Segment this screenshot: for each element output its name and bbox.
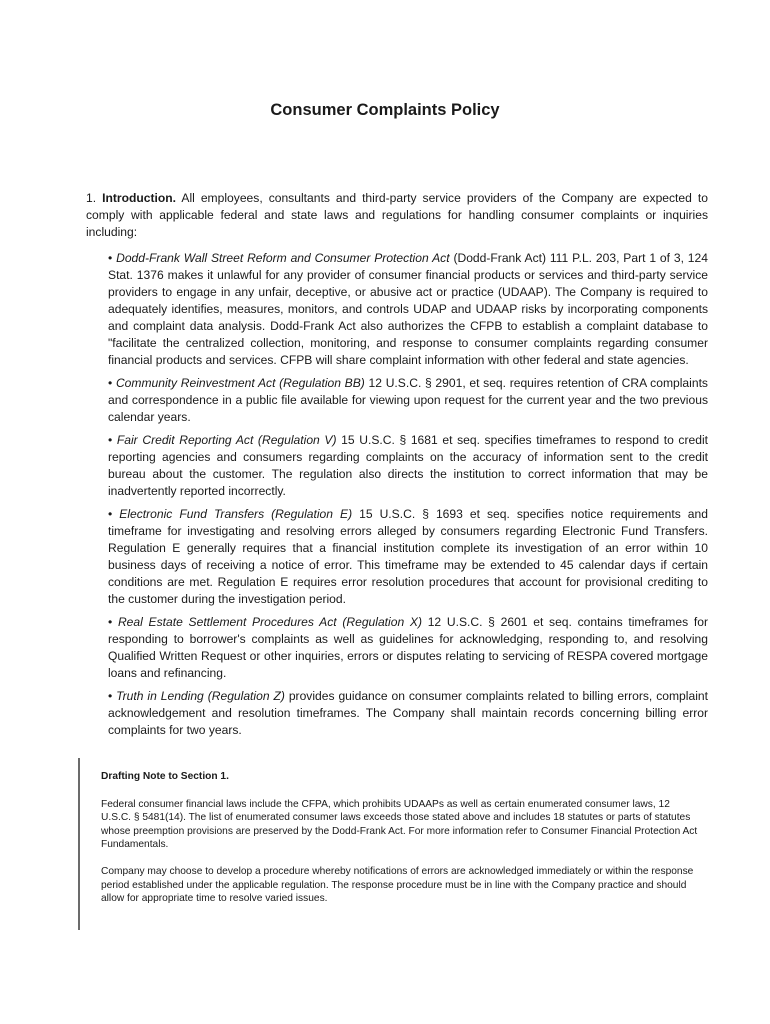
bullet-marker: • [108, 689, 113, 703]
introduction-paragraph [86, 190, 708, 241]
law-description: 12 U.S.C. § 2601 et seq. contains timeframes for responding to borrower's complaints as well as guidelines for acknowledging, responding to, and resolving Qualified Written Request or other inquiries, errors or disputes relating to servicing of RESPA covered mortgage loans and refinancing. [108, 615, 708, 680]
bullet-marker: • [108, 507, 113, 521]
regulation-list [108, 250, 708, 745]
regulation-item-dodd-frank [108, 250, 708, 369]
document-title: Consumer Complaints Policy [270, 101, 500, 119]
regulation-item-truth-in-lending [108, 688, 708, 739]
regulation-item-fair-credit [108, 432, 708, 500]
drafting-note-margin-bar [78, 758, 80, 930]
drafting-note [101, 770, 701, 919]
law-description: 12 U.S.C. § 2901, et seq. requires retention of CRA complaints and correspondence in a public file available for viewing upon request for the current year and the two previous calendar years. [108, 376, 708, 424]
law-name: Community Reinvestment Act (Regulation BB) [115, 376, 365, 390]
law-description: 15 U.S.C. § 1681 et seq. specifies timeframes to respond to credit reporting agencies and consumers regarding complaints on the accuracy of information sent to the credit bureau about the customer. The regulation also directs the institution to correct information that may be inadvertently reported incorrectly. [108, 433, 708, 498]
law-name: Truth in Lending (Regulation Z) [116, 689, 285, 703]
bullet-marker: • [108, 433, 113, 447]
law-description: (Dodd-Frank Act) 111 P.L. 203, Part 1 of 3, 124 Stat. 1376 makes it unlawful for any provider of consumer financial products or services and third-party service providers to engage in any unfair, deceptive, or abusive act or practice (UDAAP). The Company is required to adequately identifies, measures, monitors, and controls UDAP and UDAAP risks by incorporating components and complaint data analysis. Dodd-Frank Act also authorizes the CFPB to establish a complaint database to "facilitate the centralized collection, monitoring, and response to consumer complaints regarding consumer financial products and services. CFPB will share complaint information with other federal and state agencies. [108, 251, 708, 367]
section-number: 1. [86, 191, 97, 205]
law-name: Fair Credit Reporting Act (Regulation V) [116, 433, 337, 447]
regulation-item-electronic-fund-transfers [108, 506, 708, 608]
drafting-note-paragraph: Federal consumer financial laws include the CFPA, which prohibits UDAAPs as well as certain enumerated consumer laws, 12 U.S.C. § 5481(14). The list of enumerated consumer laws exceeds those stated above and includes 18 statutes or parts of statutes whose preemption provisions are preserved by the Dodd-Frank Act. For more information refer to Consumer Financial Protection Act Fundamentals. [101, 798, 698, 851]
drafting-note-paragraph: Company may choose to develop a procedure whereby notifications of errors are acknowledged immediately or within the response period established under the applicable regulation. The response procedure must be in line with the Company practice and should allow for appropriate time to resolve varied issues. [101, 865, 694, 905]
regulation-item-real-estate-settlement [108, 614, 708, 682]
law-description: provides guidance on consumer complaints related to billing errors, complaint acknowledgement and resolution timeframes. The Company shall maintain records concerning billing error complaints for two years. [108, 689, 708, 737]
law-description: 15 U.S.C. § 1693 et seq. specifies notice requirements and timeframe for investigating and resolving errors alleged by consumers regarding Electronic Fund Transfers. Regulation E generally requires that a financial institution complete its investigation of an error within 10 business days of receiving a notice of error. This timeframe may be extended to 45 calendar days if certain conditions are met. Regulation E requires error resolution procedures that account for provisional crediting to the customer during the investigation period. [108, 507, 708, 606]
law-name: Electronic Fund Transfers (Regulation E) [119, 507, 353, 521]
drafting-note-heading: Drafting Note to Section 1. [101, 771, 229, 782]
section-heading: Introduction. [102, 191, 177, 205]
law-name: Real Estate Settlement Procedures Act (Regulation X) [117, 615, 422, 629]
bullet-marker: • [108, 615, 113, 629]
bullet-marker: • [108, 376, 113, 390]
bullet-marker: • [108, 251, 113, 265]
introduction-text: All employees, consultants and third-party service providers of the Company are expected to comply with applicable federal and state laws and regulations for handling consumer complaints or inquiries including: [86, 191, 708, 239]
regulation-item-community-reinvestment [108, 375, 708, 426]
law-name: Dodd-Frank Wall Street Reform and Consumer Protection Act [116, 251, 450, 265]
